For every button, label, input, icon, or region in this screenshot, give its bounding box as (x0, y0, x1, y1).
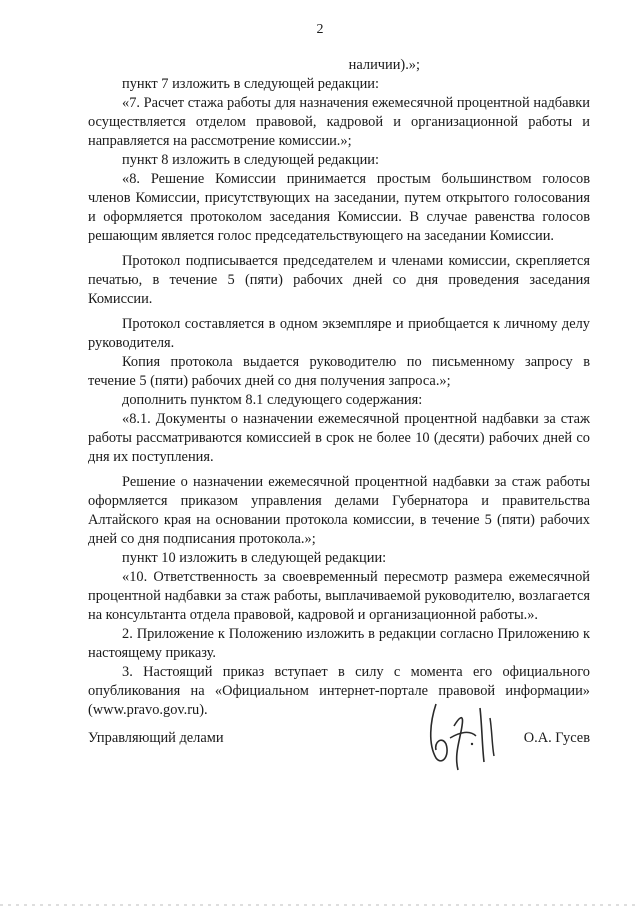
paragraph: Решение о назначении ежемесячной процентной надбавки за стаж работы оформляется приказом управления делами Губернатора и правительства Алтайского края на основании протокола комиссии, в течение 5 (пяти) рабочих дней со дня подписания протокола.»; (88, 474, 590, 547)
signature-block (88, 724, 590, 754)
paragraph: пункт 8 изложить в следующей редакции: (122, 152, 379, 168)
paragraph: 2. Приложение к Положению изложить в редакции согласно Приложению к настоящему приказу. (88, 626, 590, 661)
scan-edge-artifact (0, 896, 640, 908)
paragraph: Копия протокола выдается руководителю по письменному запросу в течение 5 (пяти) рабочих дней со дня получения запроса.»; (88, 354, 590, 389)
paragraph: наличии).»; (348, 57, 420, 73)
paragraph: пункт 7 изложить в следующей редакции: (122, 76, 379, 92)
paragraph: «10. Ответственность за своевременный пересмотр размера ежемесячной процентной надбавки за стаж работы, выплачиваемой руководителю, возлагается на консультанта отдела правовой, кадровой и организационной работы.». (88, 569, 590, 623)
paragraph: Протокол составляется в одном экземпляре и приобщается к личному делу руководителя. (88, 316, 590, 351)
paragraph: «8.1. Документы о назначении ежемесячной процентной надбавки за стаж работы рассматриваются комиссией в срок не более 10 (десяти) рабочих дней со дня их поступления. (88, 411, 590, 465)
handwritten-signature (424, 696, 504, 774)
paragraph: Протокол подписывается председателем и членами комиссии, скрепляется печатью, в течение 5 (пяти) рабочих дней со дня проведения заседания Комиссии. (88, 253, 590, 307)
document-body (88, 56, 590, 720)
page-number: 2 (316, 22, 324, 37)
paragraph: дополнить пунктом 8.1 следующего содержания: (122, 392, 423, 408)
signatory-title: Управляющий делами (88, 730, 224, 746)
signatory-name: О.А. Гусев (523, 730, 590, 746)
paragraph: пункт 10 изложить в следующей редакции: (122, 550, 387, 566)
paragraph: «8. Решение Комиссии принимается простым большинством голосов членов Комиссии, присутствующих на заседании, путем открытого голосования и оформляется протоколом заседания Комиссии. В случае равенства голосов решающим является голос председательствующего на заседании Комиссии. (88, 171, 590, 244)
paragraph: «7. Расчет стажа работы для назначения ежемесячной процентной надбавки осуществляется отделом правовой, кадровой и организационной работы и направляется на рассмотрение комиссии.»; (88, 95, 590, 149)
paragraph: 3. Настоящий приказ вступает в силу с момента его официального опубликования на «Официальном интернет-портале правовой информации» (www.pravo.gov.ru). (88, 664, 590, 718)
